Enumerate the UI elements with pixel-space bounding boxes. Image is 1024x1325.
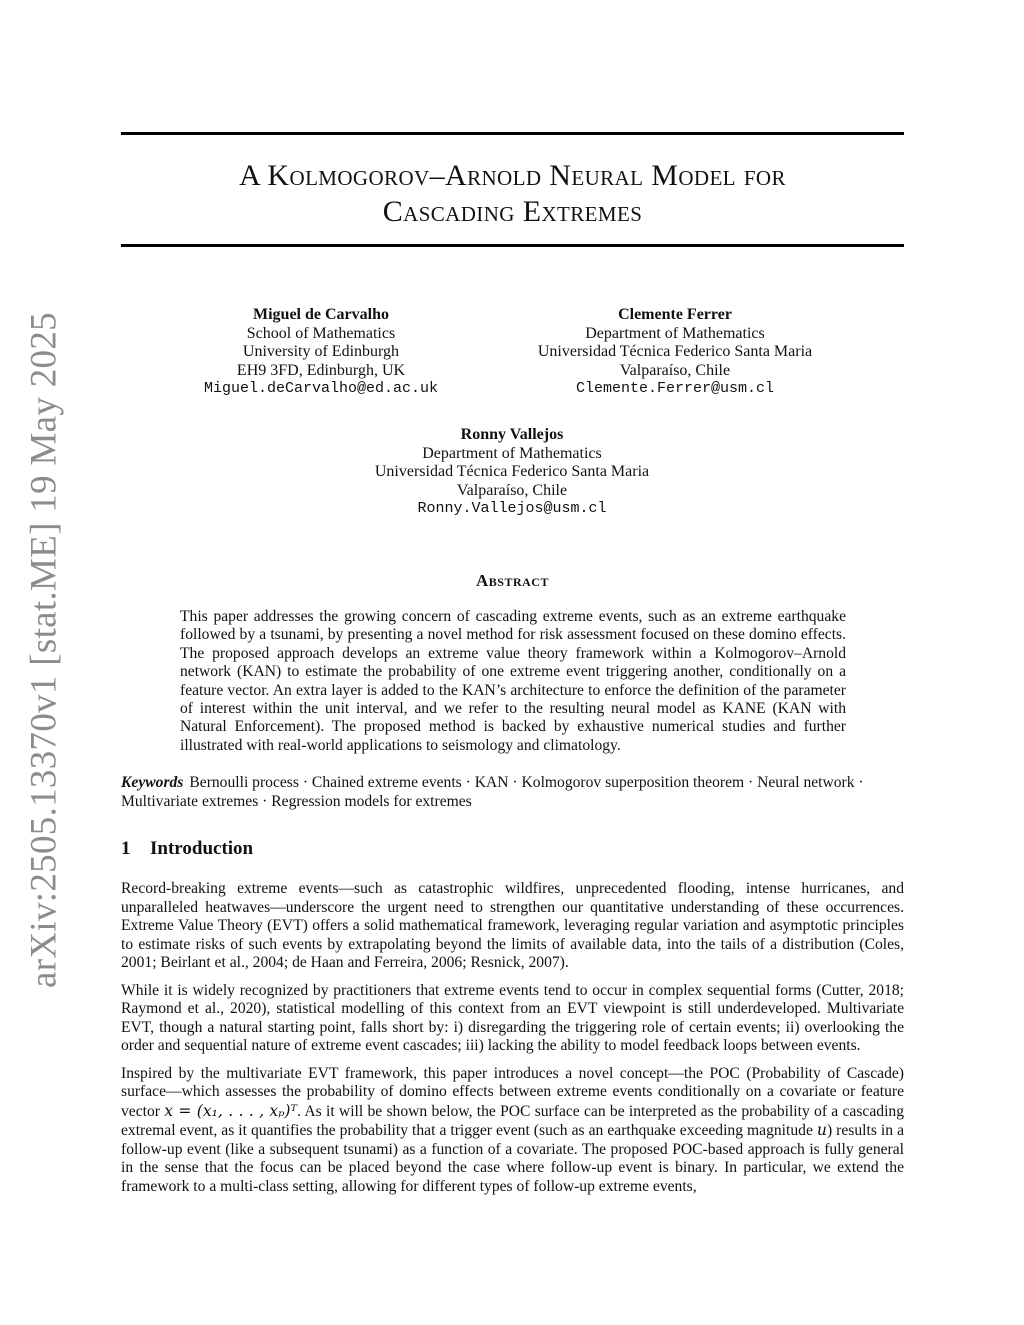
keywords-list: Bernoulli process · Chained extreme events · KAN · Kolmogorov superposition theorem · Neural network · Multivariate extremes · Regression models for extremes bbox=[121, 774, 864, 810]
title-top-rule bbox=[121, 132, 904, 135]
author-location: Valparaíso, Chile bbox=[456, 481, 568, 499]
author-name: Clemente Ferrer bbox=[618, 306, 732, 323]
abstract-text: This paper addresses the growing concern of cascading extreme events, such as an extreme earthquake followed by a tsunami, by presenting a novel method for risk assessment focused on these domino effects. The proposed approach develops an extreme value theory framework within a Kolmogorov–Arnold network (KAN) to estimate the probability of one extreme event triggering another, conditionally on a feature vector. An extra layer is added to the KAN’s architecture to enforce the definition of the parameter of interest within the unit interval, and we refer to the resulting neural model as KANE (KAN with Natural Enforcement). The proposed method is backed by exhaustive numerical studies and further illustrated with real-world applications to seismology and climatology. bbox=[180, 608, 846, 754]
paragraph-3-part-c: ) results in a follow-up event (like a subsequent tsunami) as a function of a covariate. The proposed POC-based approach is fully general in the sense that the focus can be placed beyond the case where follow-up event is binary. In particular, we extend the framework to a multi-class setting, allowing for different types of follow-up extreme events, bbox=[121, 1122, 904, 1195]
author-department: Department of Mathematics bbox=[422, 444, 602, 462]
author-department: Department of Mathematics bbox=[585, 324, 765, 342]
title-bottom-rule bbox=[121, 244, 904, 247]
paragraph-1: Record-breaking extreme events—such as catastrophic wildfires, unprecedented flooding, intense hurricanes, and unparalleled heatwaves—underscore the urgent need to strengthen our quantitative understanding of these occurrences. Extreme Value Theory (EVT) offers a solid mathematical framework, leveraging regular variation and asymptotic principles to estimate risks of such events by extrapolating beyond the limits of available data, into the tails of a distribution (Coles, 2001; Beirlant et al., 2004; de Haan and Ferreira, 2006; Resnick, 2007). bbox=[121, 880, 904, 971]
author-name: Miguel de Carvalho bbox=[253, 306, 389, 323]
author-block-1 bbox=[180, 306, 462, 399]
author-institution: University of Edinburgh bbox=[242, 343, 400, 360]
author-email: Clemente.Ferrer@usm.cl bbox=[575, 380, 775, 397]
paragraph-3-part-a: Inspired by the multivariate EVT framework, this paper introduces a novel concept—the POC (Probability of Cascade) surface—which assesses the probability of domino effects between extreme events conditionally on a covariate or feature vector bbox=[121, 1064, 904, 1120]
paper-title bbox=[121, 158, 904, 230]
author-location: Valparaíso, Chile bbox=[619, 361, 731, 379]
keywords-label: Keywords bbox=[121, 774, 184, 791]
magnitude-threshold-symbol: u bbox=[816, 1121, 827, 1139]
author-institution: Universidad Técnica Federico Santa Maria bbox=[374, 463, 650, 480]
author-name: Ronny Vallejos bbox=[460, 426, 564, 443]
author-email: Miguel.deCarvalho@ed.ac.uk bbox=[203, 380, 439, 397]
section-number: 1 bbox=[121, 838, 131, 859]
keywords-block bbox=[121, 774, 904, 811]
author-institution: Universidad Técnica Federico Santa Maria bbox=[537, 343, 813, 360]
author-location: EH9 3FD, Edinburgh, UK bbox=[236, 361, 406, 379]
author-department: School of Mathematics bbox=[246, 324, 396, 342]
abstract-heading: Abstract bbox=[476, 571, 549, 590]
paragraph-3 bbox=[121, 1065, 904, 1197]
paragraph-2: While it is widely recognized by practitioners that extreme events tend to occur in complex sequential forms (Cutter, 2018; Raymond et al., 2020), statistical modelling of this context from an EVT viewpoint is still underdeveloped. Multivariate EVT, though a natural starting point, falls short by: i) disregarding the triggering role of certain events; ii) overlooking the order and sequential nature of extreme event cascades; iii) lacking the ability to model feedback loops between events. bbox=[121, 981, 904, 1054]
paragraph-3-part-b: . As it will be shown below, the POC surface can be interpreted as the probability of a cascading extremal event, as it quantifies the probability that a trigger event (such as an earthquake exceeding magnitude bbox=[121, 1102, 904, 1139]
title-line-1: A Kolmogorov–Arnold Neural Model for bbox=[239, 159, 786, 192]
author-block-2 bbox=[510, 306, 840, 399]
section-title: Introduction bbox=[150, 838, 254, 859]
arxiv-identifier-stamp: arXiv:2505.13370v1 [stat.ME] 19 May 2025 bbox=[23, 312, 65, 988]
feature-vector-formula: x = (x₁, . . . , xₚ)ᵀ bbox=[164, 1101, 298, 1120]
author-email: Ronny.Vallejos@usm.cl bbox=[417, 500, 607, 517]
introduction-body bbox=[121, 880, 904, 1205]
title-line-2: Cascading Extremes bbox=[382, 195, 643, 228]
section-heading-introduction bbox=[121, 838, 253, 860]
author-block-3 bbox=[340, 426, 684, 519]
